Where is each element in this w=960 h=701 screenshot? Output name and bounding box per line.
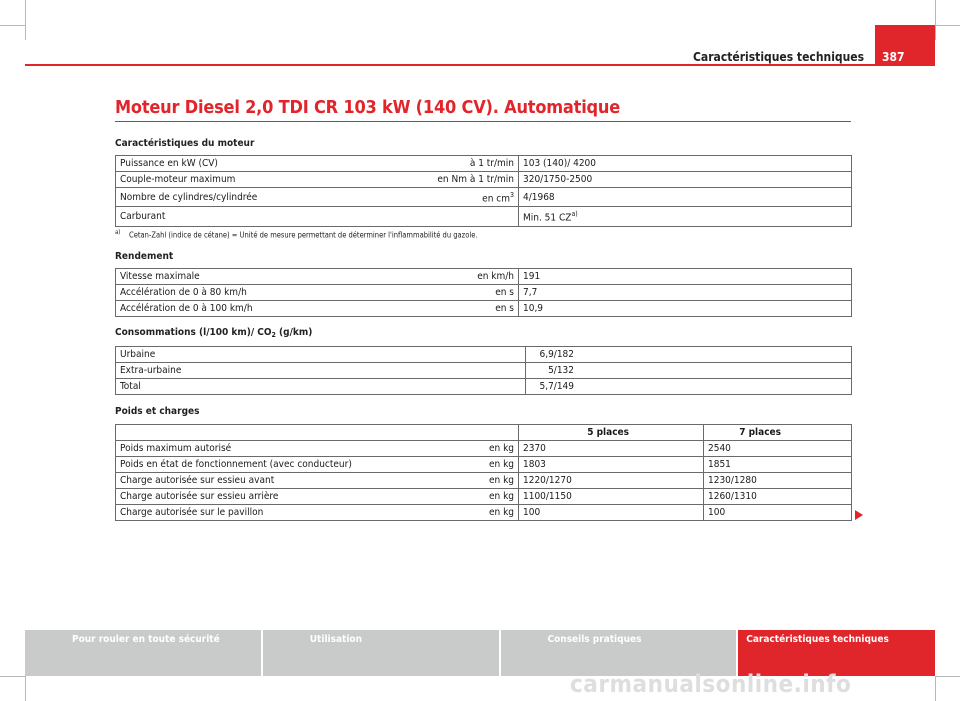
row-value: Min. 51 CZ$^{a)}$	[519, 207, 852, 226]
tab-caracteristiques[interactable]: Caractéristiques techniques	[738, 630, 935, 676]
table-row	[116, 188, 852, 207]
column-header-7-places: 7 places	[704, 425, 852, 441]
table-row	[116, 285, 852, 301]
performance-heading: Rendement	[115, 251, 174, 262]
row-unit: en kg	[407, 489, 519, 505]
row-unit: à 1 tr/min	[407, 156, 519, 172]
table-row	[116, 505, 852, 521]
row-value-5: 1220/1270	[519, 473, 704, 489]
row-value-7: 1230/1280	[704, 473, 852, 489]
watermark: carmanualsonline.info	[570, 670, 852, 698]
row-value: 7,7	[519, 285, 852, 301]
header-rule	[25, 64, 935, 66]
row-label: Puissance en kW (CV)	[116, 156, 407, 172]
row-unit	[407, 207, 519, 226]
table-row	[116, 379, 852, 395]
column-header-5-places: 5 places	[519, 425, 704, 441]
row-value: 10,9	[519, 301, 852, 317]
row-label: Charge autorisée sur essieu avant	[116, 473, 407, 489]
row-value-5: 1100/1150	[519, 489, 704, 505]
row-unit: en s	[407, 285, 519, 301]
page-number: 387	[875, 25, 935, 66]
table-header-row	[116, 425, 852, 441]
table-row	[116, 347, 852, 363]
table-row	[116, 207, 852, 226]
row-label: Total	[116, 379, 526, 395]
footnote: $^{a)}$ Cetan-Zahl (indice de cétane) = Unité de mesure permettant de déterminer l'inflammabilité du gazole.	[115, 229, 478, 240]
crop-mark	[935, 676, 960, 677]
weights-heading: Poids et charges	[115, 406, 200, 417]
running-header: Caractéristiques techniques	[693, 50, 865, 64]
row-label: Couple-moteur maximum	[116, 172, 407, 188]
row-label: Accélération de 0 à 80 km/h	[116, 285, 407, 301]
row-value-5: 100	[519, 505, 704, 521]
row-label: Poids en état de fonctionnement (avec conducteur)	[116, 457, 407, 473]
crop-mark	[0, 676, 25, 677]
header-blank	[116, 425, 519, 441]
crop-mark	[935, 25, 960, 26]
table-row	[116, 473, 852, 489]
tab-securite[interactable]: Pour rouler en toute sécurité	[25, 630, 261, 676]
row-label: Charge autorisée sur le pavillon	[116, 505, 407, 521]
crop-mark	[935, 0, 936, 40]
consumption-heading: Consommations (l/100 km)/ $CO_2$ (g/km)	[115, 327, 313, 339]
crop-mark	[935, 676, 936, 701]
table-row	[116, 301, 852, 317]
row-value-7: 2540	[704, 441, 852, 457]
engine-table	[115, 155, 852, 227]
row-unit: en km/h	[407, 269, 519, 285]
weights-table	[115, 424, 852, 521]
table-row	[116, 156, 852, 172]
row-value: 103 (140)/ 4200	[519, 156, 852, 172]
consumption-table	[115, 346, 852, 395]
table-row	[116, 269, 852, 285]
row-label: Vitesse maximale	[116, 269, 407, 285]
tab-utilisation[interactable]: Utilisation	[263, 630, 499, 676]
crop-mark	[0, 25, 25, 26]
continue-arrow-icon	[855, 510, 863, 520]
row-label: Accélération de 0 à 100 km/h	[116, 301, 407, 317]
row-value: 4/1968	[519, 188, 852, 207]
row-value-7: 1260/1310	[704, 489, 852, 505]
row-value-5: 1803	[519, 457, 704, 473]
performance-table	[115, 268, 852, 317]
row-label: Urbaine	[116, 347, 526, 363]
table-row	[116, 457, 852, 473]
row-label: Extra-urbaine	[116, 363, 526, 379]
row-value-7: 100	[704, 505, 852, 521]
table-row	[116, 363, 852, 379]
row-label: Charge autorisée sur essieu arrière	[116, 489, 407, 505]
row-value: 5/132	[526, 363, 852, 379]
row-unit: en s	[407, 301, 519, 317]
title-rule	[115, 121, 851, 122]
row-unit: en kg	[407, 441, 519, 457]
crop-mark	[25, 0, 26, 40]
row-label: Nombre de cylindres/cylindrée	[116, 188, 407, 207]
row-value: 191	[519, 269, 852, 285]
row-unit: en kg	[407, 457, 519, 473]
table-row	[116, 441, 852, 457]
row-label: Poids maximum autorisé	[116, 441, 407, 457]
row-value: 5,7/149	[526, 379, 852, 395]
row-value: 320/1750-2500	[519, 172, 852, 188]
row-value-7: 1851	[704, 457, 852, 473]
table-row	[116, 489, 852, 505]
page-title: Moteur Diesel 2,0 TDI CR 103 kW (140 CV). Automatique	[115, 97, 621, 118]
row-unit: en kg	[407, 473, 519, 489]
row-value: 6,9/182	[526, 347, 852, 363]
row-unit: en $cm^3$	[407, 188, 519, 207]
engine-heading: Caractéristiques du moteur	[115, 138, 255, 149]
row-unit: en kg	[407, 505, 519, 521]
table-row	[116, 172, 852, 188]
row-value-5: 2370	[519, 441, 704, 457]
tab-conseils[interactable]: Conseils pratiques	[501, 630, 737, 676]
crop-mark	[25, 676, 26, 701]
row-unit: en Nm à 1 tr/min	[407, 172, 519, 188]
row-label: Carburant	[116, 207, 407, 226]
